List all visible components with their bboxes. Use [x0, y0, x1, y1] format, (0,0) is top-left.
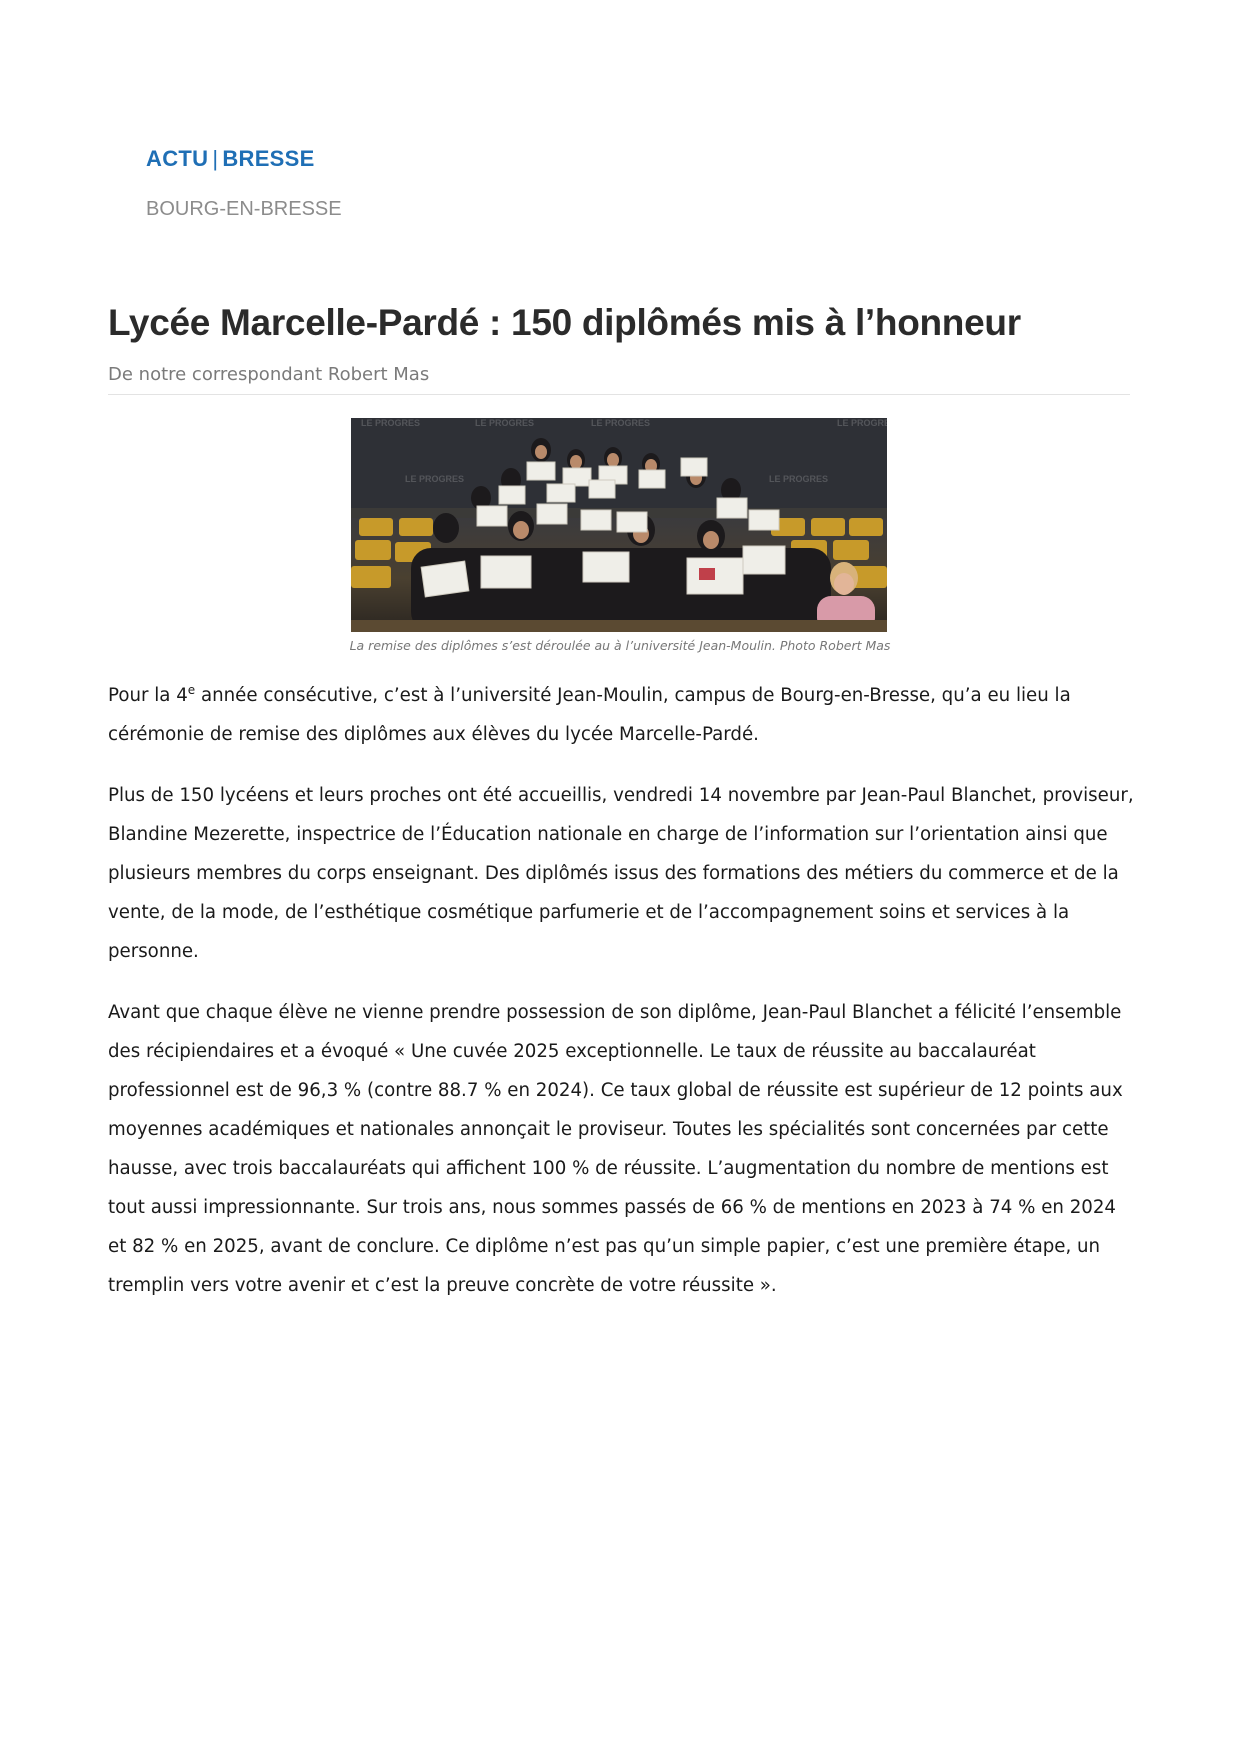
- locality-label: BOURG-EN-BRESSE: [146, 198, 342, 220]
- photo-watermark: LE PROGRES: [591, 418, 651, 428]
- article-byline: De notre correspondant Robert Mas: [108, 364, 430, 385]
- rubric-separator: |: [212, 146, 219, 171]
- photo-watermark: LE PROGRES: [361, 418, 421, 428]
- article-body: [108, 676, 1138, 1327]
- section-rubric[interactable]: [146, 146, 315, 172]
- article-photo: [351, 418, 897, 632]
- paragraph-text: Pour la 4: [108, 685, 188, 706]
- section-label[interactable]: ACTU: [146, 146, 209, 171]
- photo-watermark: LE PROGRES: [837, 418, 897, 428]
- article-title: Lycée Marcelle-Pardé : 150 diplômés mis à l’honneur: [108, 302, 1021, 343]
- graduates-group-photo: [351, 418, 897, 632]
- photo-watermark: LE PROGRES: [475, 418, 535, 428]
- article-paragraph: [108, 676, 1138, 754]
- region-label[interactable]: BRESSE: [222, 146, 315, 171]
- photo-watermark: LE PROGRES: [405, 474, 465, 484]
- title-divider: [108, 394, 1130, 395]
- article-paragraph: Avant que chaque élève ne vienne prendre possession de son diplôme, Jean-Paul Blanchet a félicité l’ensemble des récipiendaires et a évoqué « Une cuvée 2025 exceptionnelle. Le taux de réussite au baccalauréat professionnel est de 96,3 % (contre 88.7 % en 2024). Ce taux global de réussite est supérieur de 12 points aux moyennes académiques et nationales annonçait le proviseur. Toutes les spécialités sont concernées par cette hausse, avec trois baccalauréats qui affichent 100 % de réussite. L’augmentation du nombre de mentions est tout aussi impressionnante. Sur trois ans, nous sommes passés de 66 % de mentions en 2023 à 74 % en 2024 et 82 % en 2025, avant de conclure. Ce diplôme n’est pas qu’un simple papier, c’est une première étape, un tremplin vers votre avenir et c’est la preuve concrète de votre réussite ».: [108, 1002, 1123, 1296]
- paragraph-text: année consécutive, c’est à l’université Jean-Moulin, campus de Bourg-en-Bresse, qu’a eu lieu la cérémonie de remise des diplômes aux élèves du lycée Marcelle-Pardé.: [108, 685, 1071, 745]
- photo-caption: La remise des diplômes s’est déroulée au à l’université Jean-Moulin. Photo Robert Mas: [349, 638, 891, 653]
- ordinal-superscript: e: [187, 682, 196, 697]
- article-paragraph: Plus de 150 lycéens et leurs proches ont été accueillis, vendredi 14 novembre par Jean-Paul Blanchet, proviseur, Blandine Mezerette, inspectrice de l’Éducation nationale en charge de l’information sur l’orientation ainsi que plusieurs membres du corps enseignant. Des diplômés issus des formations des métiers du commerce et de la vente, de la mode, de l’esthétique cosmétique parfumerie et de l’accompagnement soins et services à la personne.: [108, 785, 1134, 962]
- photo-watermark: LE PROGRES: [769, 474, 829, 484]
